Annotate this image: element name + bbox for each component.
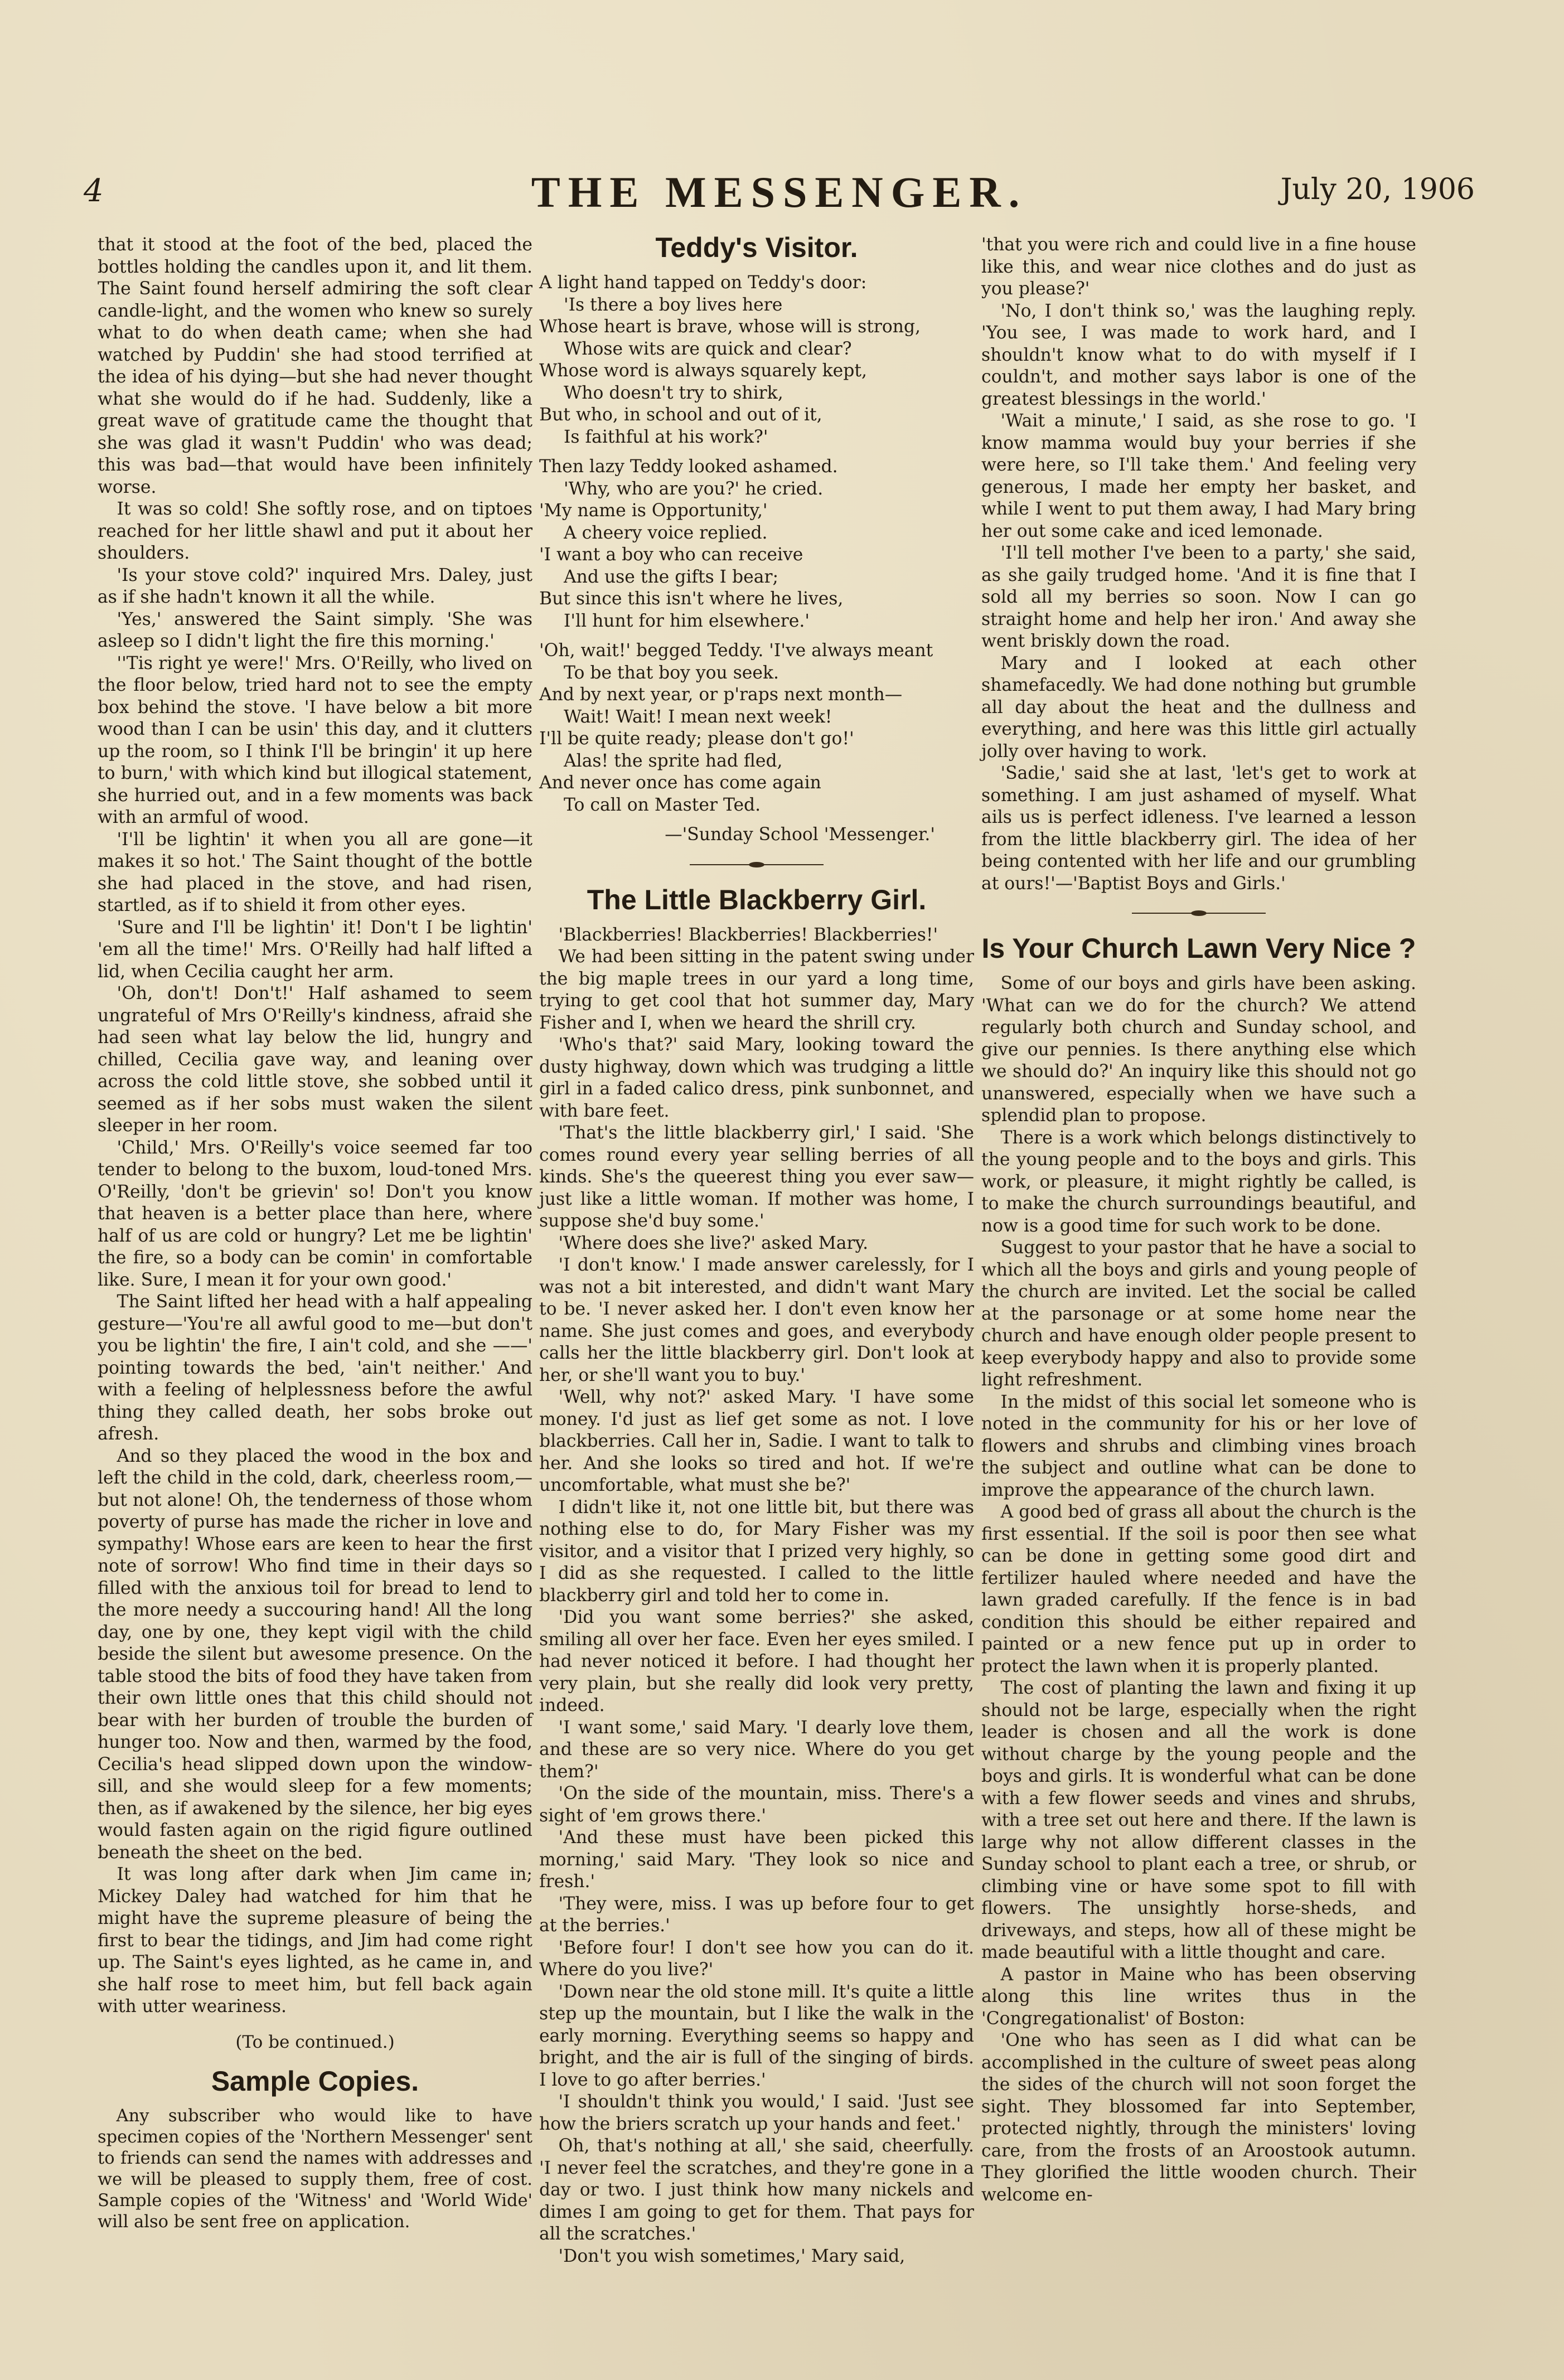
paragraph: It was long after dark when Jim came in; Mickey Daley had watched for him that he might have the supreme pleasure of being the first to bear the tidings, and Jim had come right up. The Saint's eyes lighted, as he came in, and she half rose to meet him, but fell back again with utter weariness. [98,1864,532,2017]
paragraph: 'Yes,' answered the Saint simply. 'She was asleep so I didn't light the fire this morning.' [98,609,532,651]
paragraph: 'They were, miss. I was up before four to get at the berries.' [539,1893,974,1936]
poem-line: To be that boy you seek. [564,662,779,683]
poem-line: Alas! the sprite had fled, [564,750,783,771]
paragraph: 'Before four! I don't see how you can do it. Where do you live?' [539,1937,974,1980]
paragraph: 'Don't you wish sometimes,' Mary said, [558,2246,906,2266]
paragraph: 'Did you want some berries?' she asked, smiling all over her face. Even her eyes smiled. I had never noticed it before. I had thought her very plain, but she really did look very pretty, indeed. [539,1607,974,1715]
poem-line: Is faithful at his work?' [564,426,768,447]
poem-line: 'Why, who are you?' he cried. [564,478,824,499]
paragraph: The cost of planting the lawn and fixing it up should not be large, especially when the right leader is chosen and all the work is done without charge by the young people and the boys and girls. It is wonderful what can be done with a few flower seeds and vines and shrubs, with a tree set out here and there. If the lawn is large why not allow different classes in the Sunday school to plant each a tree, or shrub, or climbing vine or have some spot to fill with flowers. The unsightly horse-sheds, and driveways, and steps, how all of these might be made beautiful with a little thought and care. [981,1678,1416,1962]
paragraph: 'I want some,' said Mary. 'I dearly love them, and these are so very nice. Where do you get them?' [539,1717,974,1782]
paragraph: It was so cold! She softly rose, and on tiptoes reached for her little shawl and put it about her shoulders. [98,499,532,563]
poem-line: 'Is there a boy lives here [564,294,783,315]
paragraph: A pastor in Maine who has been observing along this line writes thus in the 'Congregationalist' of Boston: [981,1964,1416,2029]
poem-line: And by next year, or p'raps next month— [539,685,903,705]
poem-line: Whose word is always squarely kept, [539,361,867,381]
poem-line: 'My name is Opportunity,' [539,501,768,521]
stanza [539,640,974,816]
masthead [84,167,1475,229]
paragraph: 'Wait a minute,' I said, as she rose to go. 'I know mamma would buy your berries if she were here, so I'll take them.' And feeling very generous, I made her empty her basket, and while I went to put them away, I had Mary bring her out some cake and iced lemonade. [981,411,1416,541]
poem-source: —'Sunday School 'Messenger.' [665,825,935,845]
poem-line: 'I want a boy who can receive [539,545,803,565]
paragraph: A good bed of grass all about the church is the first essential. If the soil is poor then see what can be done in getting some good dirt and fertilizer hauled where needed and have the lawn graded carefully. If the fence is in bad condition this should be either repaired and painted or a new fence put up in order to protect the lawn when it is properly planted. [981,1502,1416,1676]
page-number: 4 [84,173,104,209]
paragraph: 'Blackberries! Blackberries! Blackberries!' [558,924,938,945]
paragraph: 'On the side of the mountain, miss. There's a sight of 'em grows there.' [539,1783,974,1826]
paragraph: 'Is your stove cold?' inquired Mrs. Daley, just as if she hadn't known it all the while. [98,565,532,607]
paragraph: 'That's the little blackberry girl,' I said. 'She comes round every year selling berries of all kinds. She's the queerest thing you ever saw—just like a little woman. If mother was home, I suppose she'd buy some.' [539,1123,974,1231]
paragraph: 'Down near the old stone mill. It's quite a little step up the mountain, but I like the walk in the early morning. Everything seems so happy and bright, and the air is full of the singing of birds. I love to go after berries.' [539,1981,974,2090]
paragraph: There is a work which belongs distinctively to the young people and to the boys and girls. This work, or pleasure, it might rightly be called, is to make the church surroundings beautiful, and now is a good time for such work to be done. [981,1127,1416,1236]
poem-title: Teddy's Visitor. [655,232,858,263]
paragraph: 'I'll tell mother I've been to a party,' she said, as she gaily trudged home. 'And it is fine that I sold all my berries so soon. Now I can go straight home and help her iron.' And away she went briskly down the road. [981,543,1416,651]
paragraph: 'I shouldn't think you would,' I said. 'Just see how the briers scratch up your hands and feet.' [539,2092,974,2134]
column-1 [98,234,532,2233]
paragraph: 'Who's that?' said Mary, looking toward the dusty highway, down which was trudging a little girl in a faded calico dress, pink sunbonnet, and with bare feet. [539,1035,974,1121]
paragraph: 'I don't know.' I made answer carelessly, for I was not a bit interested, and didn't want Mary to be. 'I never asked her. I don't even know her name. She just comes and goes, and everybody calls her the little blackberry girl. Don't look at her, or she'll want you to buy.' [539,1255,974,1385]
poem-line: Whose wits are quick and clear? [564,338,852,359]
paragraph: I didn't like it, not one little bit, but there was nothing else to do, for Mary Fisher was my visitor, and a visitor that I prized very highly, so I did as she requested. I called to the little blackberry girl and told her to come in. [539,1497,974,1606]
paragraph: The Saint lifted her head with a half appealing gesture—'You're all awful good to me—but don't you be lightin' the fire, I ain't cold, and she ——' pointing towards the bed, 'ain't neither.' And with a feeling of helplessness before the awful thing they called death, her sobs broke out afresh. [98,1292,532,1444]
paragraph: 'I'll be lightin' it when you all are gone—it makes it so hot.' The Saint thought of the bottle she had placed in the stove, and had risen, startled, as if to shield it from other eyes. [98,829,532,915]
paragraph: 'No, I don't think so,' was the laughing reply. 'You see, I was made to work hard, and I shouldn't know what to do with myself if I couldn't, and mother says labor is one of the greatest blessings in the world.' [981,300,1416,409]
paragraph: In the midst of this social let someone who is noted in the community for his or her love of flowers and shrubs and climbing vines broach the subject and outline what can be done to improve the appearance of the church lawn. [981,1392,1416,1500]
paragraph: 'Sure and I'll be lightin' it! Don't I be lightin' 'em all the time!' Mrs. O'Reilly had half lifted a lid, when Cecilia caught her arm. [98,917,532,982]
poem-line: To call on Master Ted. [564,794,761,815]
poem-line: And never once has come again [539,773,821,793]
issue-date: July 20, 1906 [1280,173,1475,206]
paragraph: And so they placed the wood in the box and left the child in the cold, dark, cheerless room,—but not alone! Oh, the tenderness of those whom poverty of purse has made the richer in love and sympathy! Whose ears are keen to hear the first note of sorrow! Who find time in their days so filled with the anxious toil for bread to lend to the more needy a succouring hand! All the long day, one by one, they kept vigil with the child beside the silent but awesome presence. On the table stood the bits of food they have taken from their own little ones that this child should not bear with her burden of trouble the burden of hunger too. Now and then, warmed by the food, Cecilia's head slipped down upon the window-sill, and she would sleep for a few moments; then, as if awakened by the silence, her big eyes would fasten again on the rigid figure outlined beneath the sheet on the bed. [98,1446,532,1863]
paragraph: Some of our boys and girls have been asking. 'What can we do for the church? We attend regularly both church and Sunday school, and give our pennies. Is there anything else which we should do?' An inquiry like this should not go unanswered, especially when we have such a splendid plan to propose. [981,973,1416,1126]
story-title: The Little Blackberry Girl. [587,884,927,915]
paragraph: 'Sadie,' said she at last, 'let's get to work at something. I am just ashamed of myself. What ails us is perfect idleness. I've learned a lesson from the little blackberry girl. The idea of her being contented with her life and our grumbling at ours!'—'Baptist Boys and Girls.' [981,763,1416,894]
poem-line: 'Oh, wait!' begged Teddy. 'I've always meant [539,641,933,661]
publication-title: THE MESSENGER. [531,168,1028,216]
poem-line: I'll hunt for him elsewhere.' [564,610,810,631]
poem-line: A cheery voice replied. [564,522,768,543]
column-2 [539,234,974,2267]
paragraph: 'that you were rich and could live in a fine house like this, and wear nice clothes and do just as you please?' [981,235,1416,299]
stanza [539,272,974,448]
paragraph: ''Tis right ye were!' Mrs. O'Reilly, who lived on the floor below, tried hard not to see the empty box behind the stove. 'I have below a bit more wood than I can be usin' this day, and it clutters up the room, so I think I'll be bringin' it up here to burn,' with which kind but illogical statement, she hurried out, and in a few moments was back with an armful of wood. [98,653,532,827]
to-be-continued: (To be continued.) [235,2032,395,2052]
sample-copies-text: Any subscriber who would like to have specimen copies of the 'Northern Messenger' sent to friends can send the names with addresses and we will be pleased to supply them, free of cost. Sample copies of the 'Witness' and 'World Wide' will also be sent free on application. [98,2106,532,2232]
paragraph: Oh, that's nothing at all,' she said, cheerfully. 'I never feel the scratches, and they're gone in a day or two. I just think how many nickels and dimes I am going to get for them. That pays for all the scratches.' [539,2136,974,2244]
poem-line: I'll be quite ready; please don't go!' [539,729,854,749]
poem-line: And use the gifts I bear; [564,566,779,587]
paragraph: 'Where does she live?' asked Mary. [558,1233,869,1253]
paragraph: Mary and I looked at each other shamefacedly. We had done nothing but grumble all day about the heat and the dullness and everything, and here was this little girl actually jolly over having to work. [981,653,1416,762]
ornamental-rule [1132,909,1266,917]
paragraph: 'Oh, don't! Don't!' Half ashamed to seem ungrateful of Mrs O'Reilly's kindness, afraid she had seen what lay below the lid, hungry and chilled, Cecilia gave way, and leaning over across the cold little stove, she sobbed until it seemed as if her sobs must waken the silent sleeper in her room. [98,983,532,1136]
paragraph: 'One who has seen as I did what can be accomplished in the culture of sweet peas along the sides of the church will not soon forget the sight. They blossomed far into September, protected nightly, through the ministers' loving care, from the frosts of an Aroostook autumn. They glorified the little wooden church. Their welcome en- [981,2030,1416,2205]
paragraph: 'And these must have been picked this morning,' said Mary. 'They look so nice and fresh.' [539,1828,974,1892]
poem-line: But since this isn't where he lives, [539,589,844,609]
paragraph: We had been sitting in the patent swing under the big maple trees in our yard a long time, trying to get cool that hot summer day, Mary Fisher and I, when we heard the shrill cry. [539,947,974,1033]
poem [539,272,974,846]
paragraph: Suggest to your pastor that he have a social to which all the boys and girls and young people of the church are invited. Let the social be called at the parsonage or at some home near the church and have enough older people present to keep everybody happy and also to provide some light refreshment. [981,1238,1416,1390]
church-lawn-title: Is Your Church Lawn Very Nice ? [981,933,1416,964]
paragraph: that it stood at the foot of the bed, placed the bottles holding the candles upon it, and lit them. The Saint found herself admiring the soft clear candle-light, and the women who knew so surely what to do when death came; when she had watched by Puddin' she had stood terrified at the idea of his dying—but she had never thought what she would do if he had. Suddenly, like a great wave of gratitude came the thought that she was glad it wasn't Puddin' who was dead; this was bad—that would have been infinitely worse. [98,235,532,497]
poem-line: But who, in school and out of it, [539,405,822,425]
poem-line: Then lazy Teddy looked ashamed. [539,457,838,477]
ornamental-rule [690,861,824,869]
paragraph: 'Well, why not?' asked Mary. 'I have some money. I'd just as lief get some as not. I love blackberries. Call her in, Sadie. I want to talk to her. And she looks so tired and hot. If we're uncomfortable, what must she be?' [539,1387,974,1495]
poem-line: Who doesn't try to shirk, [564,382,783,403]
stanza [539,456,974,632]
poem-line: A light hand tapped on Teddy's door: [539,273,867,293]
column-3 [981,234,1416,2206]
sample-copies-title: Sample Copies. [211,2066,419,2097]
poem-line: Whose heart is brave, whose will is strong, [539,317,921,337]
poem-line: Wait! Wait! I mean next week! [564,706,832,727]
paragraph: 'Child,' Mrs. O'Reilly's voice seemed far too tender to belong to the buxom, loud-toned Mrs. O'Reilly, 'don't be grievin' so! Don't you know that heaven is a better place than here, where half of us are cold or hungry? Let me be lightin' the fire, so a body can be comin' in comfortable like. Sure, I mean it for your own good.' [98,1137,532,1290]
